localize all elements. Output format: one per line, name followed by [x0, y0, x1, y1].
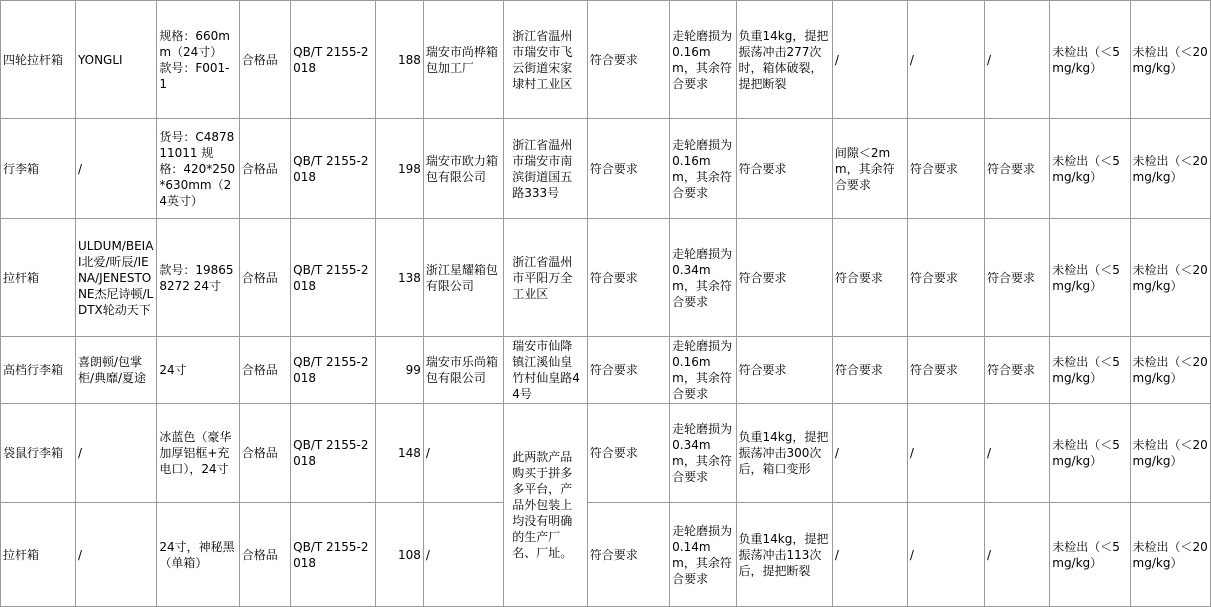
- check-cell: 间隙＜2mm，其余符合要求: [832, 119, 907, 219]
- check-cell: 未检出（＜20mg/kg）: [1130, 404, 1210, 503]
- check-cell: 未检出（＜5mg/kg）: [1050, 337, 1130, 404]
- manufacturer-cell: 瑞安市欧力箱包有限公司: [423, 119, 503, 219]
- address-cell: 浙江省温州市平阳万全工业区: [504, 219, 588, 337]
- check-cell: 符合要求: [587, 503, 669, 607]
- result-cell: 合格品: [239, 337, 290, 404]
- brand-cell: YONGLI: [75, 1, 156, 119]
- check-cell: 走轮磨损为0.16mm，其余符合要求: [670, 1, 736, 119]
- address-cell: 浙江省温州市瑞安市南滨街道国五路333号: [504, 119, 588, 219]
- check-cell: 走轮磨损为0.14mm，其余符合要求: [670, 503, 736, 607]
- check-cell: 符合要求: [587, 219, 669, 337]
- result-cell: 合格品: [239, 1, 290, 119]
- price-cell: 198: [375, 119, 423, 219]
- spec-cell: 24寸: [157, 337, 239, 404]
- check-cell: 未检出（＜5mg/kg）: [1050, 503, 1130, 607]
- check-cell: 符合要求: [736, 119, 832, 219]
- check-cell: /: [907, 404, 984, 503]
- check-cell: 负重14kg，提把振荡冲击113次后，提把断裂: [736, 503, 832, 607]
- check-cell: 走轮磨损为0.34mm，其余符合要求: [670, 404, 736, 503]
- address-cell: 瑞安市仙降镇江溪仙皇竹村仙皇路44号: [504, 337, 588, 404]
- spec-cell: 24寸，神秘黑（单箱）: [157, 503, 239, 607]
- product-name-cell: 高档行李箱: [1, 337, 76, 404]
- table-row: [1, 503, 1211, 607]
- price-cell: 188: [375, 1, 423, 119]
- check-cell: 未检出（＜20mg/kg）: [1130, 1, 1210, 119]
- brand-cell: /: [75, 503, 156, 607]
- manufacturer-cell: 瑞安市尚桦箱包加工厂: [423, 1, 503, 119]
- brand-cell: /: [75, 404, 156, 503]
- price-cell: 138: [375, 219, 423, 337]
- table-row: [1, 404, 1211, 503]
- result-cell: 合格品: [239, 503, 290, 607]
- check-cell: 符合要求: [984, 219, 1049, 337]
- address-cell: 浙江省温州市瑞安市飞云街道宋家埭村工业区: [504, 1, 588, 119]
- check-cell: 符合要求: [907, 119, 984, 219]
- check-cell: /: [832, 503, 907, 607]
- price-cell: 108: [375, 503, 423, 607]
- check-cell: 符合要求: [587, 119, 669, 219]
- check-cell: 符合要求: [984, 119, 1049, 219]
- table-row: [1, 119, 1211, 219]
- check-cell: /: [984, 503, 1049, 607]
- address-cell-merged: 此两款产品购买于拼多多平台，产品外包装上均没有明确的生产厂名、厂址。: [504, 404, 588, 607]
- check-cell: /: [832, 404, 907, 503]
- check-cell: 走轮磨损为0.34mm，其余符合要求: [670, 219, 736, 337]
- check-cell: 符合要求: [984, 337, 1049, 404]
- check-cell: 符合要求: [736, 219, 832, 337]
- check-cell: 未检出（＜5mg/kg）: [1050, 119, 1130, 219]
- check-cell: 未检出（＜20mg/kg）: [1130, 119, 1210, 219]
- check-cell: /: [907, 1, 984, 119]
- brand-cell: ULDUM/BEIAI北爱/昕辰/IENA/JENESTONE杰尼诗顿/LDTX轮动天下: [75, 219, 156, 337]
- standard-cell: QB/T 2155-2018: [291, 119, 376, 219]
- check-cell: 负重14kg，提把振荡冲击277次时，箱体破裂，提把断裂: [736, 1, 832, 119]
- brand-cell: /: [75, 119, 156, 219]
- spec-cell: 款号：198658272 24寸: [157, 219, 239, 337]
- check-cell: 未检出（＜20mg/kg）: [1130, 337, 1210, 404]
- check-cell: 符合要求: [907, 337, 984, 404]
- manufacturer-cell: /: [423, 404, 503, 503]
- table-row: [1, 219, 1211, 337]
- brand-cell: 喜朗顿/包掌柜/典靡/夏途: [75, 337, 156, 404]
- check-cell: /: [984, 1, 1049, 119]
- result-cell: 合格品: [239, 119, 290, 219]
- spec-cell: 冰蓝色（豪华加厚铝框+充电口），24寸: [157, 404, 239, 503]
- result-cell: 合格品: [239, 404, 290, 503]
- check-cell: 符合要求: [587, 337, 669, 404]
- product-name-cell: 袋鼠行李箱: [1, 404, 76, 503]
- check-cell: 负重14kg，提把振荡冲击300次后，箱口变形: [736, 404, 832, 503]
- spec-cell: 货号：C487811011 规格：420*250*630mm（24英寸）: [157, 119, 239, 219]
- manufacturer-cell: /: [423, 503, 503, 607]
- check-cell: /: [832, 1, 907, 119]
- manufacturer-cell: 浙江星耀箱包有限公司: [423, 219, 503, 337]
- check-cell: 未检出（＜5mg/kg）: [1050, 219, 1130, 337]
- table-row: [1, 337, 1211, 404]
- price-cell: 148: [375, 404, 423, 503]
- table-row: [1, 1, 1211, 119]
- check-cell: 未检出（＜5mg/kg）: [1050, 404, 1130, 503]
- check-cell: /: [984, 404, 1049, 503]
- check-cell: 符合要求: [907, 219, 984, 337]
- standard-cell: QB/T 2155-2018: [291, 503, 376, 607]
- check-cell: 未检出（＜5mg/kg）: [1050, 1, 1130, 119]
- check-cell: /: [907, 503, 984, 607]
- product-name-cell: 行李箱: [1, 119, 76, 219]
- result-cell: 合格品: [239, 219, 290, 337]
- check-cell: 未检出（＜20mg/kg）: [1130, 503, 1210, 607]
- check-cell: 符合要求: [832, 219, 907, 337]
- standard-cell: QB/T 2155-2018: [291, 404, 376, 503]
- check-cell: 走轮磨损为0.16mm，其余符合要求: [670, 337, 736, 404]
- check-cell: 走轮磨损为0.16mm，其余符合要求: [670, 119, 736, 219]
- check-cell: 未检出（＜20mg/kg）: [1130, 219, 1210, 337]
- standard-cell: QB/T 2155-2018: [291, 337, 376, 404]
- spec-cell: 规格：660mm（24寸） 款号：F001-1: [157, 1, 239, 119]
- check-cell: 符合要求: [587, 1, 669, 119]
- product-name-cell: 拉杆箱: [1, 219, 76, 337]
- manufacturer-cell: 瑞安市乐尚箱包有限公司: [423, 337, 503, 404]
- check-cell: 符合要求: [587, 404, 669, 503]
- product-name-cell: 拉杆箱: [1, 503, 76, 607]
- check-cell: 符合要求: [736, 337, 832, 404]
- standard-cell: QB/T 2155-2018: [291, 1, 376, 119]
- price-cell: 99: [375, 337, 423, 404]
- standard-cell: QB/T 2155-2018: [291, 219, 376, 337]
- product-name-cell: 四轮拉杆箱: [1, 1, 76, 119]
- check-cell: 符合要求: [832, 337, 907, 404]
